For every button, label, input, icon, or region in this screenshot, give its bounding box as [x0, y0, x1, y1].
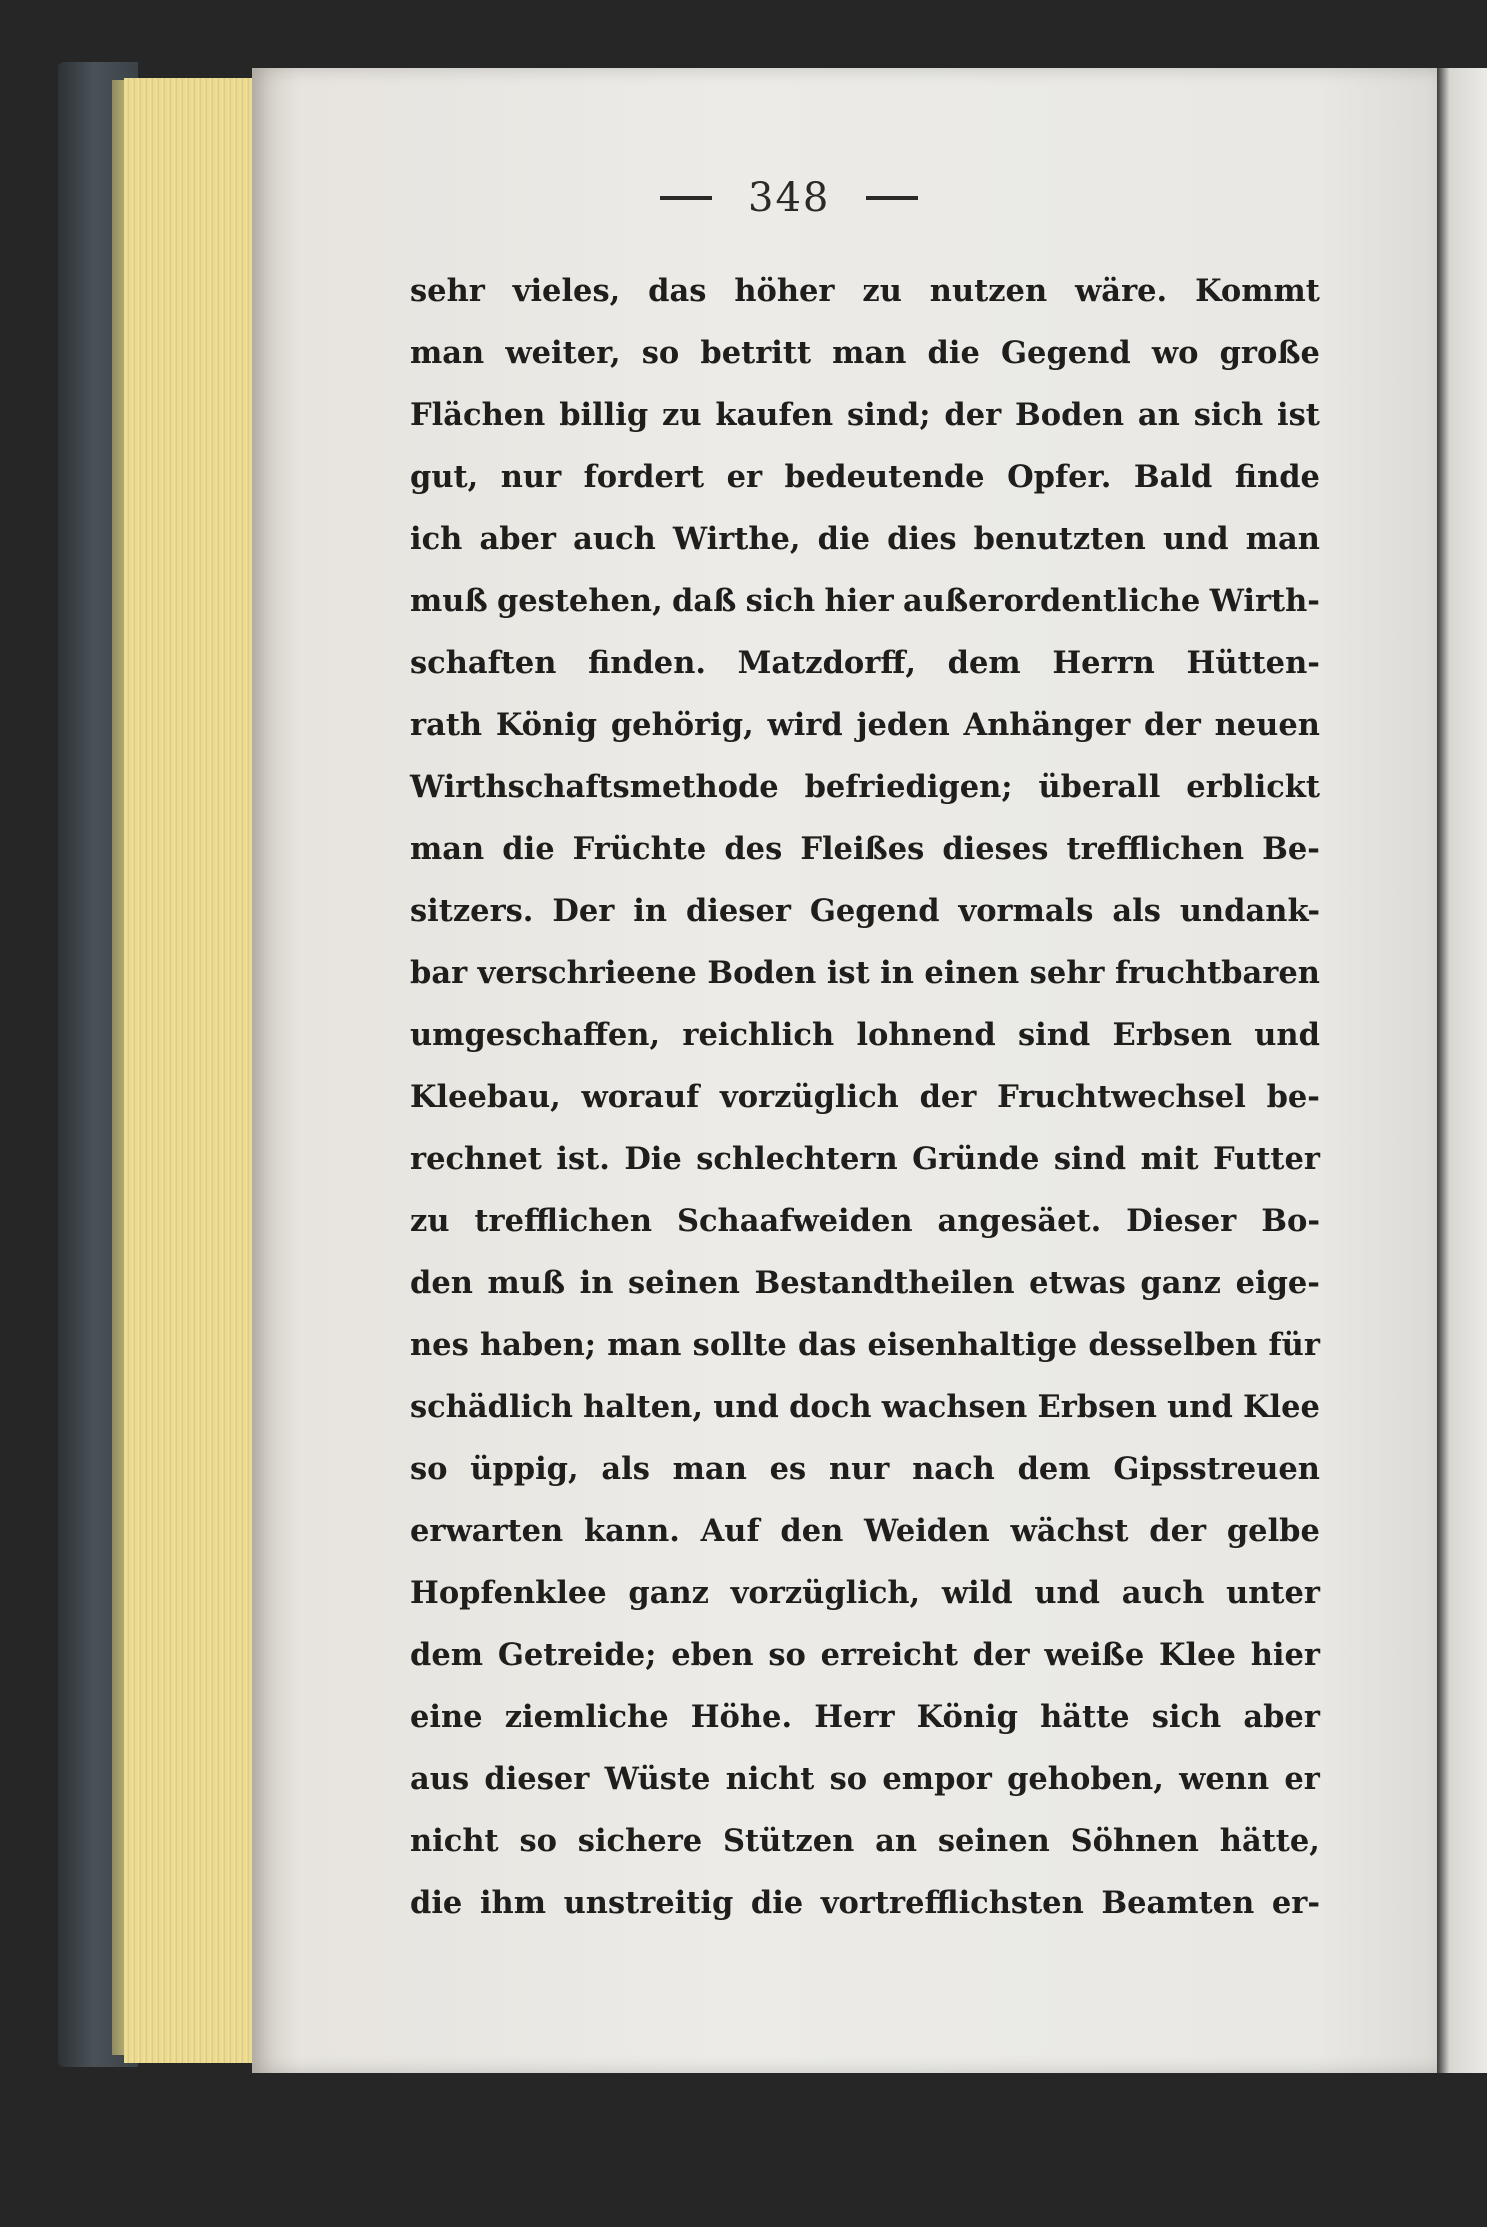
text-line — [410, 1500, 1320, 1562]
word: daß — [672, 583, 737, 619]
word: an — [875, 1823, 918, 1859]
word: wenn — [1179, 1761, 1270, 1797]
word: Fruchtwechsel — [997, 1079, 1246, 1115]
word: üppig, — [470, 1451, 579, 1487]
word: seinen — [627, 1265, 740, 1301]
word: das — [648, 273, 707, 309]
word: wachsen — [881, 1389, 1028, 1425]
header-dash-right — [866, 196, 918, 200]
page-number: 348 — [748, 175, 831, 221]
header-dash-left — [660, 196, 712, 200]
word: Opfer. — [1007, 459, 1112, 495]
word: Gründe — [912, 1141, 1040, 1177]
text-line — [410, 1624, 1320, 1686]
word: kaufen — [715, 397, 834, 433]
word: die — [502, 831, 555, 867]
word: sollte — [692, 1327, 787, 1363]
word: be- — [1266, 1079, 1320, 1115]
word: billig — [559, 397, 649, 433]
word: betritt — [700, 335, 812, 371]
word: an — [1137, 397, 1180, 433]
word: der — [972, 1637, 1030, 1673]
word: reichlich — [682, 1017, 835, 1053]
word: er — [726, 459, 763, 495]
word: man — [410, 335, 485, 371]
word: vormals — [958, 893, 1094, 929]
word: in — [579, 1265, 614, 1301]
word: nur — [828, 1451, 890, 1487]
word: wild — [941, 1575, 1013, 1611]
word: ihm — [479, 1885, 546, 1921]
word: und — [713, 1389, 779, 1425]
word: Stützen — [723, 1823, 855, 1859]
word: der — [919, 1079, 977, 1115]
word: weiter, — [505, 335, 621, 371]
text-line — [410, 1252, 1320, 1314]
word: und — [1167, 1389, 1233, 1425]
word: dieser — [685, 893, 791, 929]
word: Erbsen — [1112, 1017, 1232, 1053]
text-line — [410, 446, 1320, 508]
word: Erbsen — [1037, 1389, 1157, 1425]
word: wächst — [1010, 1513, 1129, 1549]
word: verschrieene — [477, 955, 697, 991]
word: finden. — [588, 645, 706, 681]
text-line — [410, 322, 1320, 384]
word: vorzüglich, — [730, 1575, 921, 1611]
word: gestehen, — [496, 583, 663, 619]
word: weiße — [1044, 1637, 1145, 1673]
word: schädlich — [410, 1389, 573, 1425]
word: rath — [410, 707, 483, 743]
word: Auf — [700, 1513, 760, 1549]
word: das — [798, 1327, 857, 1363]
word: vorzüglich — [719, 1079, 899, 1115]
text-line — [410, 694, 1320, 756]
word: jeden — [856, 707, 950, 743]
word: ich — [410, 521, 463, 557]
word: eben — [671, 1637, 754, 1673]
text-line — [410, 1376, 1320, 1438]
word: fordert — [583, 459, 705, 495]
word: in — [633, 893, 668, 929]
text-line — [410, 756, 1320, 818]
word: nutzen — [929, 273, 1048, 309]
word: für — [1268, 1327, 1320, 1363]
word: eine — [410, 1699, 483, 1735]
text-line — [410, 1686, 1320, 1748]
word: Weiden — [864, 1513, 990, 1549]
word: er — [1284, 1761, 1320, 1797]
word: er- — [1271, 1885, 1320, 1921]
word: große — [1219, 335, 1320, 371]
word: zu — [662, 397, 702, 433]
word: Wirth- — [1209, 583, 1320, 619]
word: sichere — [577, 1823, 703, 1859]
word: angesäet. — [937, 1203, 1102, 1239]
word: König — [495, 707, 598, 743]
word: hätte — [1040, 1699, 1130, 1735]
word: Früchte — [572, 831, 707, 867]
word: sind — [1053, 1141, 1127, 1177]
word: ziemliche — [504, 1699, 669, 1735]
word: Matzdorff, — [737, 645, 916, 681]
word: erreicht — [820, 1637, 958, 1673]
word: Die — [624, 1141, 682, 1177]
word: gehoben, — [1007, 1761, 1164, 1797]
word: gelbe — [1226, 1513, 1320, 1549]
word: lohnend — [856, 1017, 996, 1053]
word: Boden — [1015, 397, 1125, 433]
word: nach — [912, 1451, 995, 1487]
text-line — [410, 1004, 1320, 1066]
word: so — [641, 335, 680, 371]
word: sich — [1151, 1699, 1222, 1735]
word: bedeutende — [784, 459, 985, 495]
text-line — [410, 1066, 1320, 1128]
word: und — [1254, 1017, 1320, 1053]
word: dem — [410, 1637, 484, 1673]
word: eisenhaltige — [867, 1327, 1078, 1363]
word: unter — [1226, 1575, 1320, 1611]
word: muß — [487, 1265, 566, 1301]
word: wo — [1151, 335, 1199, 371]
word: neuen — [1214, 707, 1320, 743]
word: die — [817, 521, 870, 557]
word: Kommt — [1195, 273, 1320, 309]
word: trefflichen — [1066, 831, 1245, 867]
word: man — [1245, 521, 1320, 557]
word: Hütten- — [1186, 645, 1320, 681]
word: schaften — [410, 645, 557, 681]
word: haben; — [479, 1327, 597, 1363]
text-line — [410, 1562, 1320, 1624]
word: Anhänger — [963, 707, 1131, 743]
word: Der — [552, 893, 615, 929]
word: man — [410, 831, 485, 867]
word: die — [927, 335, 980, 371]
text-line — [410, 384, 1320, 446]
word: in — [880, 955, 914, 991]
word: einen — [924, 955, 1020, 991]
word: die — [410, 1885, 463, 1921]
word: ist — [1277, 397, 1320, 433]
word: befriedigen; — [804, 769, 1013, 805]
word: Wirthe, — [672, 521, 801, 557]
word: Futter — [1213, 1141, 1320, 1177]
word: worauf — [581, 1079, 700, 1115]
word: wird — [767, 707, 843, 743]
word: eige- — [1235, 1265, 1320, 1301]
word: schlechtern — [696, 1141, 898, 1177]
word: ist — [826, 955, 870, 991]
word: Söhnen — [1070, 1823, 1199, 1859]
word: den — [410, 1265, 473, 1301]
text-line — [410, 632, 1320, 694]
word: bar — [410, 955, 468, 991]
word: ist. — [556, 1141, 610, 1177]
word: so — [829, 1761, 868, 1797]
word: und — [1034, 1575, 1101, 1611]
word: überall — [1038, 769, 1161, 805]
word: Fleißes — [800, 831, 925, 867]
word: Gegend — [809, 893, 940, 929]
word: vieles, — [512, 273, 621, 309]
word: benutzten — [973, 521, 1146, 557]
word: Beamten — [1101, 1885, 1255, 1921]
word: erblickt — [1186, 769, 1320, 805]
word: dem — [1017, 1451, 1091, 1487]
word: Bald — [1133, 459, 1213, 495]
word: nur — [500, 459, 562, 495]
word: hier — [824, 583, 894, 619]
text-line — [410, 1128, 1320, 1190]
page-header — [660, 168, 1060, 228]
word: muß — [410, 583, 488, 619]
text-line — [410, 880, 1320, 942]
word: trefflichen — [474, 1203, 652, 1239]
word: ganz — [1140, 1265, 1222, 1301]
word: zu — [862, 273, 902, 309]
word: doch — [789, 1389, 872, 1425]
word: außerordentliche — [903, 583, 1201, 619]
word: der — [944, 397, 1002, 433]
word: auch — [1121, 1575, 1205, 1611]
word: halten, — [583, 1389, 703, 1425]
word: gut, — [410, 459, 479, 495]
word: zu — [410, 1203, 450, 1239]
word: sich — [745, 583, 816, 619]
word: Bo- — [1261, 1203, 1320, 1239]
word: so — [410, 1451, 448, 1487]
word: auch — [573, 521, 656, 557]
word: hier — [1250, 1637, 1320, 1673]
word: Herr — [814, 1699, 895, 1735]
word: den — [780, 1513, 844, 1549]
word: höher — [734, 273, 835, 309]
word: dieses — [942, 831, 1049, 867]
word: es — [769, 1451, 807, 1487]
word: Flächen — [410, 397, 546, 433]
word: umgeschaffen, — [410, 1017, 661, 1053]
word: finde — [1234, 459, 1320, 495]
word: gehörig, — [610, 707, 754, 743]
word: der — [1144, 707, 1201, 743]
word: etwas — [1029, 1265, 1126, 1301]
word: des — [724, 831, 783, 867]
word: sitzers. — [410, 893, 534, 929]
word: Schaafweiden — [676, 1203, 913, 1239]
word: hätte, — [1219, 1823, 1320, 1859]
text-line — [410, 1810, 1320, 1872]
word: Bestandtheilen — [754, 1265, 1015, 1301]
word: Höhe. — [690, 1699, 793, 1735]
text-line — [410, 260, 1320, 322]
word: vortrefflichsten — [820, 1885, 1084, 1921]
text-line — [410, 1748, 1320, 1810]
word: Hopfenklee — [410, 1575, 607, 1611]
word: sind; — [847, 397, 931, 433]
word: man — [832, 335, 907, 371]
word: die — [750, 1885, 804, 1921]
word: kann. — [584, 1513, 680, 1549]
word: Wüste — [604, 1761, 711, 1797]
word: nicht — [410, 1823, 499, 1859]
text-line — [410, 818, 1320, 880]
word: wäre. — [1075, 273, 1168, 309]
word: Getreide; — [497, 1637, 657, 1673]
text-line — [410, 942, 1320, 1004]
text-line — [410, 570, 1320, 632]
word: Kleebau, — [410, 1079, 561, 1115]
word: Gegend — [1001, 335, 1131, 371]
word: als — [1112, 893, 1161, 929]
word: Gipsstreuen — [1113, 1451, 1320, 1487]
text-line — [410, 1190, 1320, 1252]
page-edges — [124, 78, 264, 2063]
word: König — [916, 1699, 1018, 1735]
word: Herrn — [1052, 645, 1155, 681]
word: nicht — [725, 1761, 815, 1797]
text-line — [410, 1314, 1320, 1376]
word: Wirthschaftsmethode — [410, 769, 779, 805]
word: aus — [410, 1761, 470, 1797]
word: man — [607, 1327, 682, 1363]
word: undank- — [1179, 893, 1320, 929]
text-line — [410, 1438, 1320, 1500]
word: so — [519, 1823, 557, 1859]
word: ganz — [628, 1575, 709, 1611]
word: als — [601, 1451, 650, 1487]
word: seinen — [937, 1823, 1050, 1859]
word: aber — [1243, 1699, 1320, 1735]
text-line — [410, 508, 1320, 570]
word: man — [672, 1451, 747, 1487]
word: dem — [947, 645, 1021, 681]
text-line — [410, 1872, 1320, 1934]
word: sehr — [1029, 955, 1105, 991]
facing-page-edge — [1437, 68, 1487, 2073]
word: so — [768, 1637, 806, 1673]
word: Be- — [1262, 831, 1320, 867]
word: unstreitig — [563, 1885, 734, 1921]
word: sind — [1017, 1017, 1091, 1053]
word: Klee — [1243, 1389, 1320, 1425]
word: Klee — [1159, 1637, 1236, 1673]
word: der — [1149, 1513, 1207, 1549]
word: und — [1162, 521, 1229, 557]
word: desselben — [1088, 1327, 1258, 1363]
body-text — [410, 260, 1320, 1934]
word: Boden — [707, 955, 817, 991]
word: fruchtbaren — [1114, 955, 1320, 991]
word: Dieser — [1126, 1203, 1237, 1239]
word: aber — [479, 521, 557, 557]
word: empor — [882, 1761, 992, 1797]
word: dies — [887, 521, 957, 557]
word: dieser — [484, 1761, 590, 1797]
word: nes — [410, 1327, 469, 1363]
word: rechnet — [410, 1141, 542, 1177]
word: sich — [1193, 397, 1264, 433]
word: sehr — [410, 273, 485, 309]
word: erwarten — [410, 1513, 564, 1549]
word: mit — [1140, 1141, 1199, 1177]
